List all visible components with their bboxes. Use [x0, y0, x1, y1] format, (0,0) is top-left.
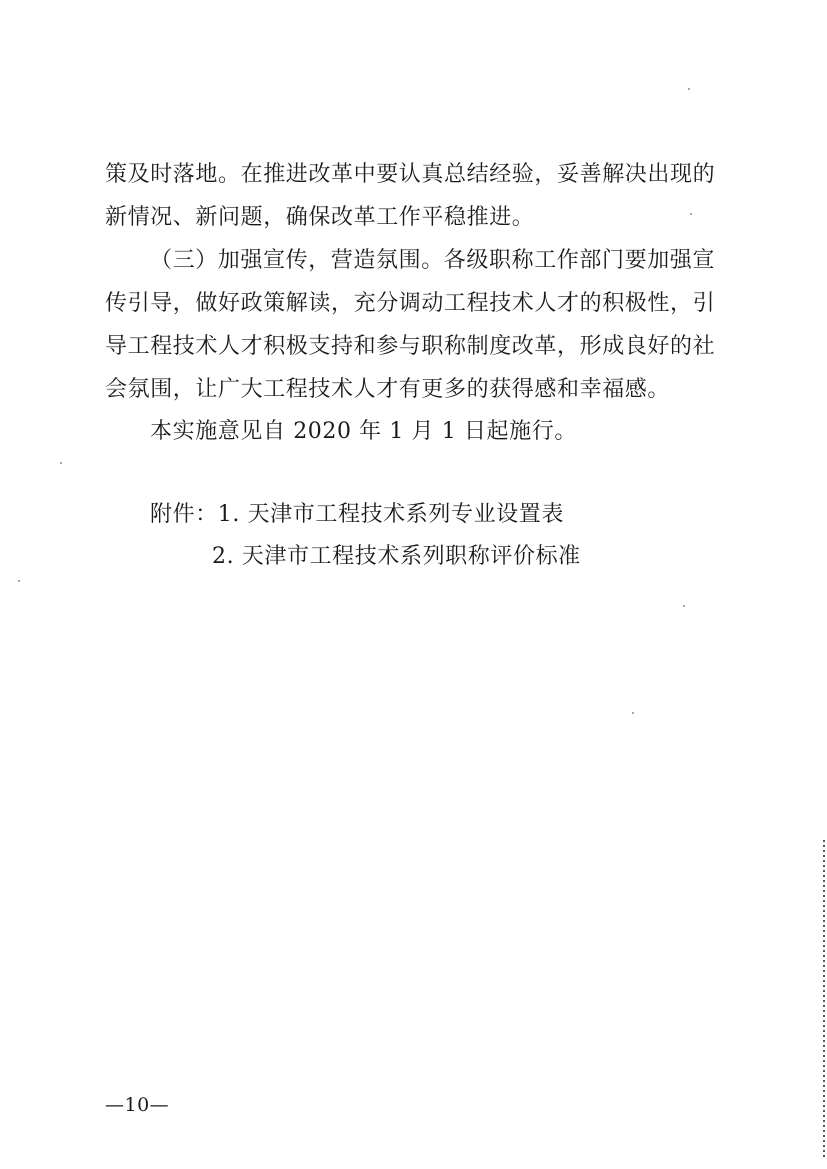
scan-speck: [690, 213, 692, 215]
scan-speck: [688, 88, 690, 90]
effective-date-line: 本实施意见自 2020 年 1 月 1 日起施行。: [150, 419, 577, 444]
scan-speck: [632, 712, 634, 714]
section-heading-line: （三）加强宣传，营造氛围。各级职称工作部门要加强宣: [150, 248, 716, 273]
scan-speck: [18, 580, 20, 582]
attachment-item-2: 2. 天津市工程技术系列职称评价标准: [212, 544, 581, 569]
page-number: —10—: [105, 1094, 170, 1116]
scan-edge-artifact: [823, 840, 825, 1160]
body-text-line: 新情况、新问题，确保改革工作平稳推进。: [105, 205, 535, 230]
body-text-line: 导工程技术人才积极支持和参与职称制度改革，形成良好的社: [105, 334, 716, 359]
scan-speck: [683, 605, 685, 607]
body-text-line: 传引导，做好政策解读，充分调动工程技术人才的积极性，引: [105, 291, 716, 316]
scan-speck: [60, 462, 62, 464]
body-text-line: 策及时落地。在推进改革中要认真总结经验，妥善解决出现的: [105, 162, 716, 187]
attachment-item-1: 附件：1. 天津市工程技术系列专业设置表: [150, 502, 564, 527]
body-text-line: 会氛围，让广大工程技术人才有更多的获得感和幸福感。: [105, 377, 671, 402]
